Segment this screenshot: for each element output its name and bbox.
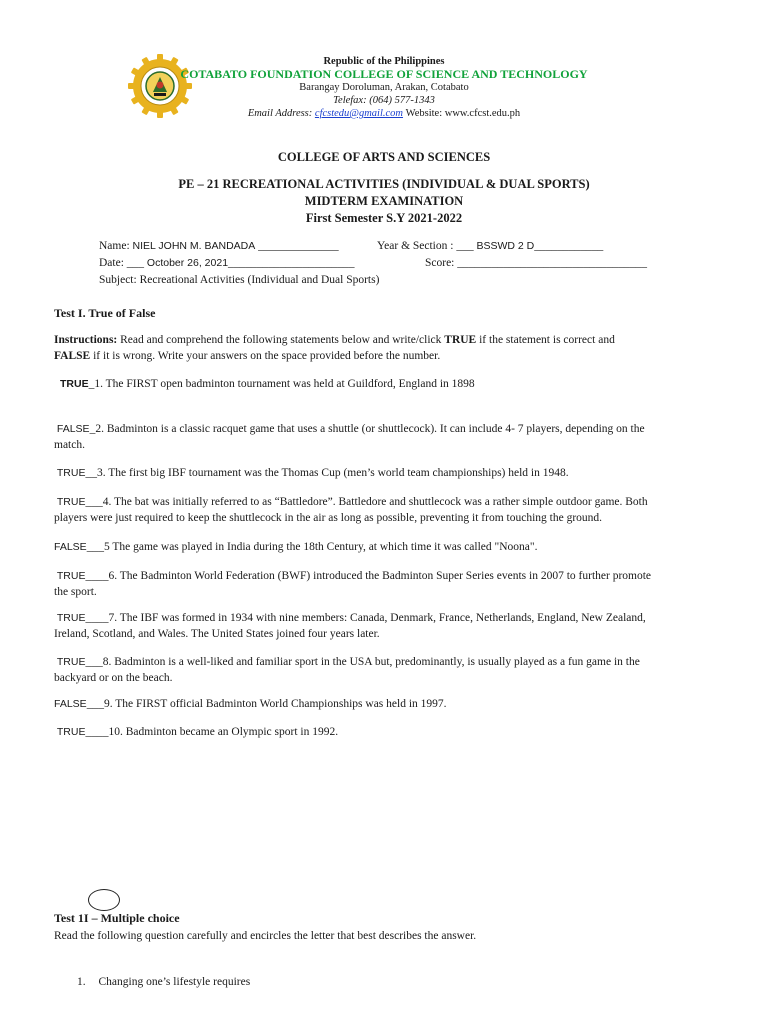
year-section-field[interactable] [377, 240, 603, 252]
item-text-cont: match. [54, 439, 85, 451]
item-text: Badminton is a classic racquet game that uses a shuttle (or shuttlecock). It can include 4- 7 players, depending on the [106, 423, 645, 435]
tf-item-3 [54, 465, 744, 481]
answer[interactable]: FALSE [54, 541, 87, 553]
answer[interactable]: FALSE [56, 423, 90, 435]
website-text: Website: www.cfcst.edu.ph [405, 108, 521, 119]
item-number: 1. [94, 378, 103, 390]
date-value: October 26, 2021 [146, 257, 229, 269]
answer-blank: ___ [86, 541, 104, 553]
item-number: 5 [103, 541, 110, 553]
tf-item-4 [54, 494, 744, 526]
answer[interactable]: TRUE [56, 496, 86, 508]
date-field[interactable] [99, 257, 355, 269]
instructions-text-a: Read and comprehend the following statements below and write/click [120, 334, 442, 346]
item-number: 7. [108, 612, 118, 624]
item-text: The game was played in India during the 18th Century, at which time it was called "Noona". [112, 541, 538, 553]
test2-heading: Test 1I – Multiple choice [54, 911, 180, 925]
true-word: TRUE [444, 334, 477, 346]
year-value: BSSWD 2 D [476, 240, 535, 252]
date-pre-blank: ___ [126, 257, 145, 269]
year-blank: ____________ [534, 240, 604, 252]
subject-field [99, 274, 379, 286]
answer-blank: ___ [85, 496, 103, 508]
item-number: 6. [108, 570, 118, 582]
header-address: Barangay Doroluman, Arakan, Cotabato [299, 82, 469, 93]
item-text: The Badminton World Federation (BWF) introduced the Badminton Super Series events in 2007 to further promote [119, 570, 652, 582]
name-value: NIEL JOHN M. BANDADA [132, 240, 256, 252]
email-link[interactable]: cfcstedu@gmail.com [314, 108, 404, 119]
exam-title: MIDTERM EXAMINATION [304, 194, 464, 208]
name-label: Name: [99, 240, 130, 252]
test1-heading: Test I. True of False [54, 306, 156, 320]
tf-item-5 [54, 539, 744, 555]
tf-item-10 [54, 724, 744, 740]
instructions-text-c: if it is wrong. Write your answers on the space provided before the number. [93, 350, 441, 362]
item-number: 4. [102, 496, 112, 508]
false-word: FALSE [54, 350, 91, 362]
name-field[interactable] [99, 240, 339, 252]
subject-label: Subject: [99, 274, 137, 286]
test1-instructions [54, 332, 744, 364]
course-title: PE – 21 RECREATIONAL ACTIVITIES (INDIVIDUAL & DUAL SPORTS) [178, 177, 590, 191]
item-text-cont: backyard or on the beach. [54, 672, 173, 684]
item-text: The first big IBF tournament was the Thomas Cup (men’s world team championships) held in 1948. [108, 467, 569, 479]
item-number: 10. [108, 726, 123, 738]
tf-item-1 [60, 376, 744, 392]
email-label: Email Address: [247, 108, 313, 119]
answer[interactable]: TRUE [56, 467, 86, 479]
item-number: 2. [95, 423, 104, 435]
item-number: 3. [96, 467, 106, 479]
score-label: Score: [425, 257, 455, 269]
instructions-text-b: if the statement is correct and [479, 334, 615, 346]
answer-blank: _ [88, 378, 95, 390]
tf-item-6 [54, 568, 744, 600]
date-blank: ______________________ [228, 257, 355, 269]
header-republic: Republic of the Philippines [323, 56, 445, 67]
item-text: The bat was initially referred to as “Battledore”. Battledore and shuttlecock was a rather simple outdoor game. Both [114, 496, 648, 508]
header-school-name: COTABATO FOUNDATION COLLEGE OF SCIENCE AND TECHNOLOGY [180, 67, 588, 81]
item-text: The FIRST open badminton tournament was held at Guildford, England in 1898 [105, 378, 475, 390]
answer[interactable]: TRUE [56, 726, 86, 738]
item-text-cont: Ireland, Scotland, and Wales. The United States joined four years later. [54, 628, 380, 640]
answer-blank: ____ [85, 570, 109, 582]
test2-instructions: Read the following question carefully and encircles the letter that best describes the answer. [54, 930, 477, 942]
name-blank: ______________ [258, 240, 339, 252]
question-number: 1. [77, 976, 86, 988]
date-label: Date: [99, 257, 124, 269]
subject-value: Recreational Activities (Individual and Dual Sports) [139, 274, 380, 286]
college-title: COLLEGE OF ARTS AND SCIENCES [277, 150, 491, 164]
semester-title: First Semester S.Y 2021-2022 [305, 211, 463, 225]
answer-blank: ____ [85, 726, 109, 738]
answer-blank: ___ [85, 656, 103, 668]
item-text-cont: the sport. [54, 586, 97, 598]
answer-blank: _ [89, 423, 96, 435]
instructions-label: Instructions: [54, 334, 118, 346]
answer[interactable]: TRUE [56, 570, 86, 582]
oval-annotation [88, 889, 120, 911]
score-field[interactable] [425, 257, 647, 269]
answer[interactable]: TRUE [60, 378, 89, 390]
item-text: Badminton is a well-liked and familiar sport in the USA but, predominantly, is usually played as a fun game in the [114, 656, 640, 668]
item-number: 9. [103, 698, 113, 710]
answer-blank: ____ [85, 612, 109, 624]
item-text-cont: players were just required to keep the shuttlecock in the air as long as possible, preventing it from touching the ground. [54, 512, 603, 524]
item-number: 8. [102, 656, 112, 668]
tf-item-8 [54, 654, 744, 686]
header-contact [0, 108, 768, 119]
year-pre-blank: ___ [456, 240, 474, 252]
item-text: The FIRST official Badminton World Championships was held in 1997. [115, 698, 447, 710]
tf-item-2 [54, 421, 744, 453]
answer-blank: ___ [86, 698, 104, 710]
answer[interactable]: FALSE [54, 698, 87, 710]
mc-question-1 [77, 974, 250, 990]
item-text: Badminton became an Olympic sport in 1992. [125, 726, 339, 738]
answer[interactable]: TRUE [56, 612, 86, 624]
tf-item-9 [54, 696, 744, 712]
score-blank: _________________________________ [457, 257, 648, 269]
tf-item-7 [54, 610, 744, 642]
answer[interactable]: TRUE [56, 656, 86, 668]
question-text: Changing one’s lifestyle requires [98, 976, 251, 988]
year-label: Year & Section : [377, 240, 454, 252]
item-text: The IBF was formed in 1934 with nine members: Canada, Denmark, France, Netherlands, England, New Zealand, [119, 612, 646, 624]
header-telefax: Telefax: (064) 577-1343 [333, 95, 435, 106]
answer-blank: __ [85, 467, 97, 479]
